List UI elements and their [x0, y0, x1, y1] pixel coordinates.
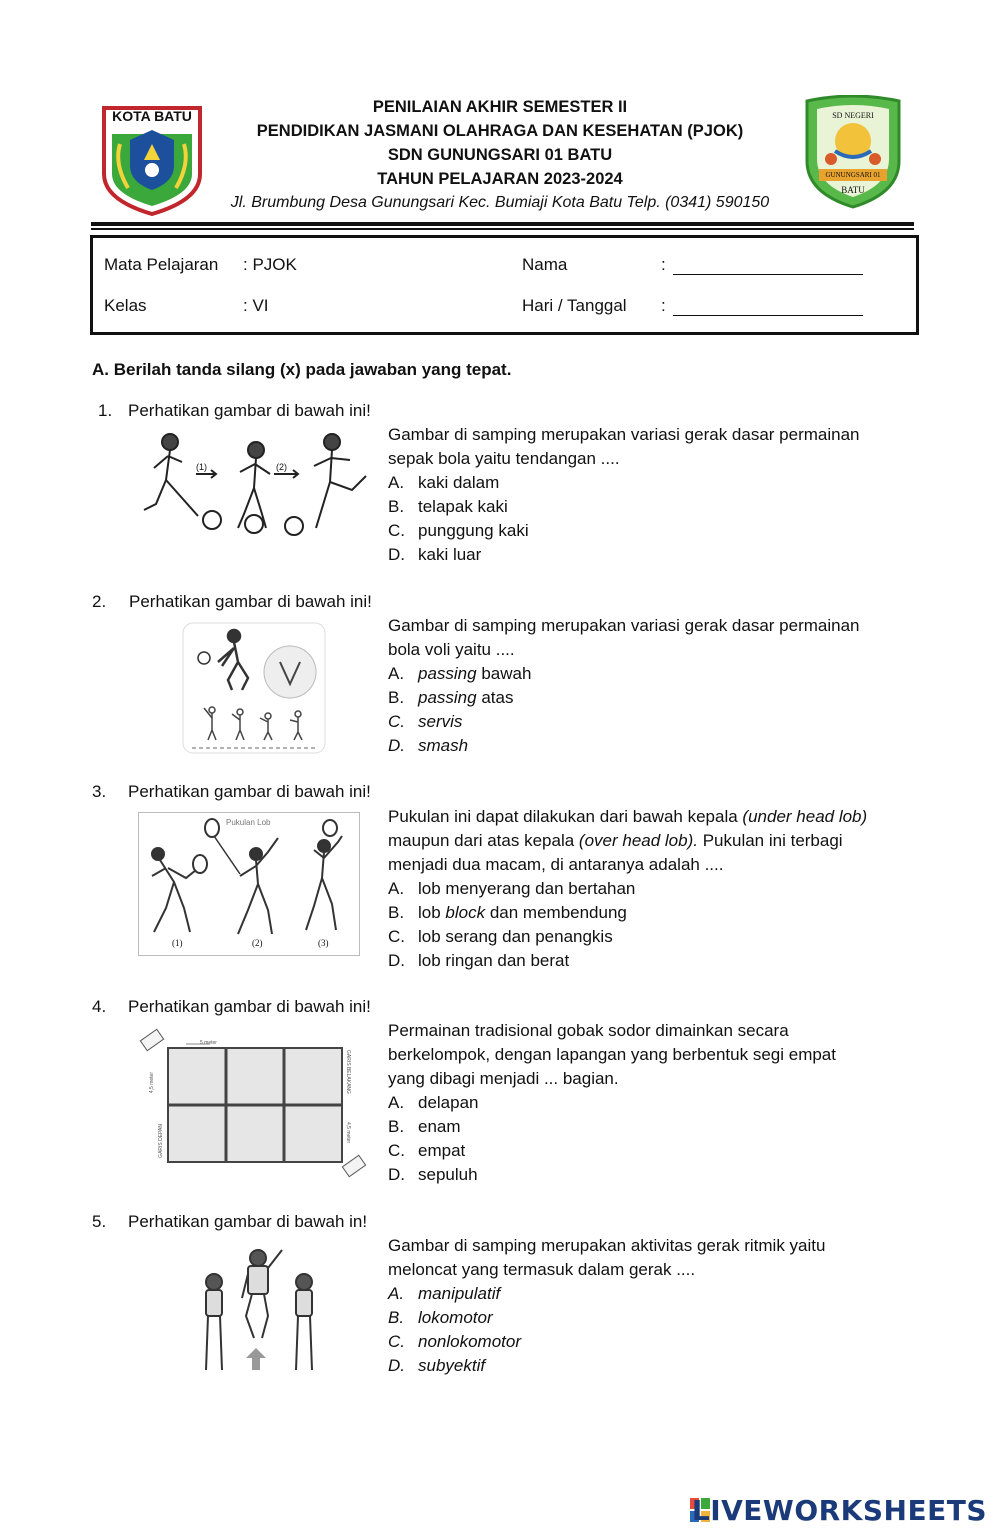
q3-img-title: Pukulan Lob — [226, 818, 271, 827]
q2-prompt: Perhatikan gambar di bawah ini! — [129, 592, 372, 611]
q1-label-1: (1) — [196, 462, 207, 472]
q3-prompt: Perhatikan gambar di bawah ini! — [128, 782, 371, 801]
header-title-1: PENILAIAN AKHIR SEMESTER II — [372, 98, 628, 116]
class-label: Kelas — [104, 296, 147, 315]
q5-prompt: Perhatikan gambar di bawah in! — [128, 1212, 368, 1231]
student-info-box — [90, 235, 919, 335]
q5-stem-line-1: Gambar di samping merupakan aktivitas gerak ritmik yaitu — [388, 1236, 826, 1255]
header-rule-thin — [91, 228, 914, 230]
q4-stem-line-3: yang dibagi menjadi ... bagian. — [388, 1069, 619, 1088]
q3-option-d[interactable]: D. lob ringan dan berat — [388, 951, 570, 970]
q1-label-2: (2) — [276, 462, 287, 472]
q1-option-c[interactable]: C. punggung kaki — [388, 521, 529, 540]
q1-option-d[interactable]: D. kaki luar — [388, 545, 482, 564]
q4-stem-line-1: Permainan tradisional gobak sodor dimainkan secara — [388, 1021, 789, 1040]
q2-option-d[interactable]: D. smash — [388, 736, 469, 755]
q4-gobak-sodor-field — [138, 1026, 370, 1186]
q2-volleyball-illustration — [182, 622, 326, 754]
q4-stem-line-2: berkelompok, dengan lapangan yang berbentuk segi empat — [388, 1045, 836, 1064]
name-label: Nama — [522, 255, 568, 274]
q5-jumping-illustration — [196, 1246, 324, 1376]
sdn-gunungsari-logo — [801, 95, 905, 209]
q3-option-b[interactable]: B. lob block dan membendung — [388, 903, 627, 922]
date-colon: : — [661, 296, 666, 315]
q3-label-3: (3) — [318, 938, 329, 948]
name-colon: : — [661, 255, 666, 274]
q4-label-top: 5 meter — [200, 1040, 217, 1046]
q4-label-left-top: 4,5 meter — [149, 1072, 155, 1094]
liveworksheets-watermark[interactable]: LIVEWORKSHEETS — [691, 1494, 987, 1527]
q1-prompt: Perhatikan gambar di bawah ini! — [128, 401, 371, 420]
q3-stem-line-2: maupun dari atas kepala (over head lob). Pukulan ini terbagi — [388, 831, 843, 850]
header-title-3: SDN GUNUNGSARI 01 BATU — [387, 146, 613, 164]
q4-option-d[interactable]: D. sepuluh — [388, 1165, 478, 1184]
q3-label-2: (2) — [252, 938, 263, 948]
q4-prompt: Perhatikan gambar di bawah ini! — [128, 997, 371, 1016]
q4-label-right-top: GARIS BELAKANG — [345, 1050, 351, 1094]
q3-stem-line-3: menjadi dua macam, di antaranya adalah .... — [388, 855, 724, 874]
header-address: Jl. Brumbung Desa Gunungsari Kec. Bumiaji Kota Batu Telp. (0341) 590150 — [230, 194, 770, 211]
kota-batu-logo — [100, 104, 204, 216]
header-rule-thick — [91, 222, 914, 226]
q1-number: 1. — [98, 401, 113, 420]
q3-badminton-lob-illustration — [138, 812, 360, 956]
q1-soccer-kick-illustration — [136, 428, 376, 540]
q3-option-c[interactable]: C. lob serang dan penangkis — [388, 927, 613, 946]
q3-number: 3. — [92, 782, 107, 801]
q3-option-a[interactable]: A. lob menyerang dan bertahan — [388, 879, 636, 898]
q5-option-a[interactable]: A. manipulatif — [388, 1284, 501, 1303]
subject-value: : PJOK — [243, 255, 297, 274]
q3-stem-line-1: Pukulan ini dapat dilakukan dari bawah kepala (under head lob) — [388, 807, 868, 826]
date-field[interactable] — [673, 302, 863, 316]
q2-stem-line-1: Gambar di samping merupakan variasi gerak dasar permainan — [388, 616, 860, 635]
q4-number: 4. — [92, 997, 107, 1016]
q4-label-right-bottom: 4,5 meter — [345, 1122, 351, 1144]
q1-option-a[interactable]: A. kaki dalam — [388, 473, 500, 492]
class-value: : VI — [243, 296, 269, 315]
q2-number: 2. — [92, 592, 107, 611]
q5-stem-line-2: meloncat yang termasuk dalam gerak .... — [388, 1260, 696, 1279]
q5-number: 5. — [92, 1212, 107, 1231]
q1-option-b[interactable]: B. telapak kaki — [388, 497, 508, 516]
q4-label-left-bottom: GARIS DEPAN — [158, 1124, 164, 1158]
q4-option-c[interactable]: C. empat — [388, 1141, 466, 1160]
q5-option-b[interactable]: B. lokomotor — [388, 1308, 493, 1327]
logo-right-bottom: BATU — [841, 185, 865, 195]
q3-label-1: (1) — [172, 938, 183, 948]
q4-option-a[interactable]: A. delapan — [388, 1093, 479, 1112]
logo-left-text: KOTA BATU — [112, 108, 192, 124]
q2-option-a[interactable]: A. passing bawah — [388, 664, 532, 683]
logo-right-mid: GUNUNGSARI 01 — [825, 171, 881, 179]
q1-stem-line-2: sepak bola yaitu tendangan .... — [388, 449, 620, 468]
name-field[interactable] — [673, 261, 863, 275]
q2-stem-line-2: bola voli yaitu .... — [388, 640, 515, 659]
logo-right-top: SD NEGERI — [832, 111, 874, 120]
q5-option-c[interactable]: C. nonlokomotor — [388, 1332, 522, 1351]
section-instruction: A. Berilah tanda silang (x) pada jawaban yang tepat. — [92, 360, 512, 379]
q5-option-d[interactable]: D. subyektif — [388, 1356, 486, 1375]
header-title-4: TAHUN PELAJARAN 2023-2024 — [377, 170, 623, 188]
header-title-2: PENDIDIKAN JASMANI OLAHRAGA DAN KESEHATAN (PJOK) — [256, 122, 744, 140]
q4-option-b[interactable]: B. enam — [388, 1117, 461, 1136]
subject-label: Mata Pelajaran — [104, 255, 219, 274]
date-label: Hari / Tanggal — [522, 296, 627, 315]
q1-stem-line-1: Gambar di samping merupakan variasi gerak dasar permainan — [388, 425, 860, 444]
q2-option-b[interactable]: B. passing atas — [388, 688, 514, 707]
q2-option-c[interactable]: C. servis — [388, 712, 463, 731]
